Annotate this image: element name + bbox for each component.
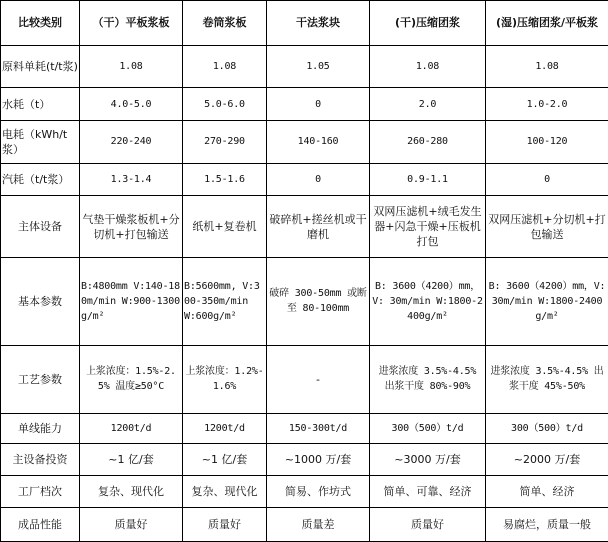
table-cell: 纸机+复卷机 (183, 196, 267, 258)
table-cell: B: 3600（4200）mm，V: 30m/min W:1800-2400g/m² (370, 258, 486, 345)
row-label: 汽耗（t/t浆） (1, 163, 80, 196)
table-cell: 简单、可靠、经济 (370, 475, 486, 508)
table-cell: 质量好 (183, 508, 267, 542)
table-cell: 1.08 (80, 45, 183, 88)
table-cell: 气垫干燥浆板机+分切机+打包输送 (80, 196, 183, 258)
table-cell: 1.05 (267, 45, 370, 88)
table-cell: 1200t/d (80, 413, 183, 444)
table-cell: 1.08 (370, 45, 486, 88)
row-label: 主体设备 (1, 196, 80, 258)
table-cell: 易腐烂，质量一般 (486, 508, 608, 542)
table-cell: 双网压滤机+分切机+打包输送 (486, 196, 608, 258)
table-cell: 破碎 300-50mm 或断至 80-100mm (267, 258, 370, 345)
table-cell: - (267, 345, 370, 413)
table-cell: 1.5-1.6 (183, 163, 267, 196)
row-label: 电耗（kWh/t浆） (1, 120, 80, 163)
table-cell: 1200t/d (183, 413, 267, 444)
table-cell: ~1 亿/套 (183, 444, 267, 476)
row-label: 原料单耗(t/t浆) (1, 45, 80, 88)
table-cell: 质量好 (370, 508, 486, 542)
table-row (1, 508, 608, 542)
row-label: 基本参数 (1, 258, 80, 345)
row-label: 单线能力 (1, 413, 80, 444)
row-label: 主设备投资 (1, 444, 80, 476)
row-label: 工厂档次 (1, 475, 80, 508)
table-row (1, 120, 608, 163)
table-cell: 260-280 (370, 120, 486, 163)
table-cell: B:5600mm, V:300-350m/min W:600g/m² (183, 258, 267, 345)
table-cell: 0 (486, 163, 608, 196)
table-cell: 破碎机+搓丝机或干磨机 (267, 196, 370, 258)
row-label: 成品性能 (1, 508, 80, 542)
table-cell: 220-240 (80, 120, 183, 163)
table-cell: 4.0-5.0 (80, 88, 183, 121)
header-category: 比较类别 (1, 1, 80, 46)
table-cell: 质量好 (80, 508, 183, 542)
table-row (1, 475, 608, 508)
table-cell: 0 (267, 163, 370, 196)
table-cell: 0.9-1.1 (370, 163, 486, 196)
table-cell: 0 (267, 88, 370, 121)
table-cell: 复杂、现代化 (183, 475, 267, 508)
table-cell: 简单、经济 (486, 475, 608, 508)
row-label: 水耗（t） (1, 88, 80, 121)
table-row (1, 444, 608, 476)
table-cell: 1.0-2.0 (486, 88, 608, 121)
table-cell: 2.0 (370, 88, 486, 121)
table-cell: 进浆浓度 3.5%-4.5% 出浆干度 80%-90% (370, 345, 486, 413)
table-cell: 100-120 (486, 120, 608, 163)
header-row (1, 1, 608, 46)
table-row (1, 196, 608, 258)
header-dry-compressed-pulp: (干)压缩团浆 (370, 1, 486, 46)
table-cell: ~1000 万/套 (267, 444, 370, 476)
table-row (1, 88, 608, 121)
table-cell: 300（500）t/d (486, 413, 608, 444)
table-row (1, 45, 608, 88)
table-cell: 300（500）t/d (370, 413, 486, 444)
row-label: 工艺参数 (1, 345, 80, 413)
table-cell: 上浆浓度：1.2%-1.6% (183, 345, 267, 413)
header-wet-compressed-pulp: (湿)压缩团浆/平板浆 (486, 1, 608, 46)
table-row (1, 345, 608, 413)
table-cell: B: 3600（4200）mm，V: 30m/min W:1800-2400g/m² (486, 258, 608, 345)
table-cell: 质量差 (267, 508, 370, 542)
table-cell: 双网压滤机+绒毛发生器+闪急干燥+压板机打包 (370, 196, 486, 258)
table-cell: 复杂、现代化 (80, 475, 183, 508)
table-cell: 上浆浓度：1.5%-2.5% 温度≥50°C (80, 345, 183, 413)
table-row (1, 413, 608, 444)
header-roll-pulp-board: 卷筒浆板 (183, 1, 267, 46)
table-cell: ~2000 万/套 (486, 444, 608, 476)
table-row (1, 258, 608, 345)
table-cell: 简易、作坊式 (267, 475, 370, 508)
table-row (1, 163, 608, 196)
table-cell: 1.08 (183, 45, 267, 88)
table-cell: 5.0-6.0 (183, 88, 267, 121)
table-cell: 270-290 (183, 120, 267, 163)
table-cell: 1.3-1.4 (80, 163, 183, 196)
table-cell: 140-160 (267, 120, 370, 163)
table-cell: B:4800mm V:140-180m/min W:900-1300g/m² (80, 258, 183, 345)
table-cell: 1.08 (486, 45, 608, 88)
header-dry-pulp-block: 干法浆块 (267, 1, 370, 46)
table-cell: ~1 亿/套 (80, 444, 183, 476)
table-cell: 进浆浓度 3.5%-4.5% 出浆干度 45%-50% (486, 345, 608, 413)
header-flat-pulp-board: （干）平板浆板 (80, 1, 183, 46)
table-cell: 150-300t/d (267, 413, 370, 444)
table-cell: ~3000 万/套 (370, 444, 486, 476)
